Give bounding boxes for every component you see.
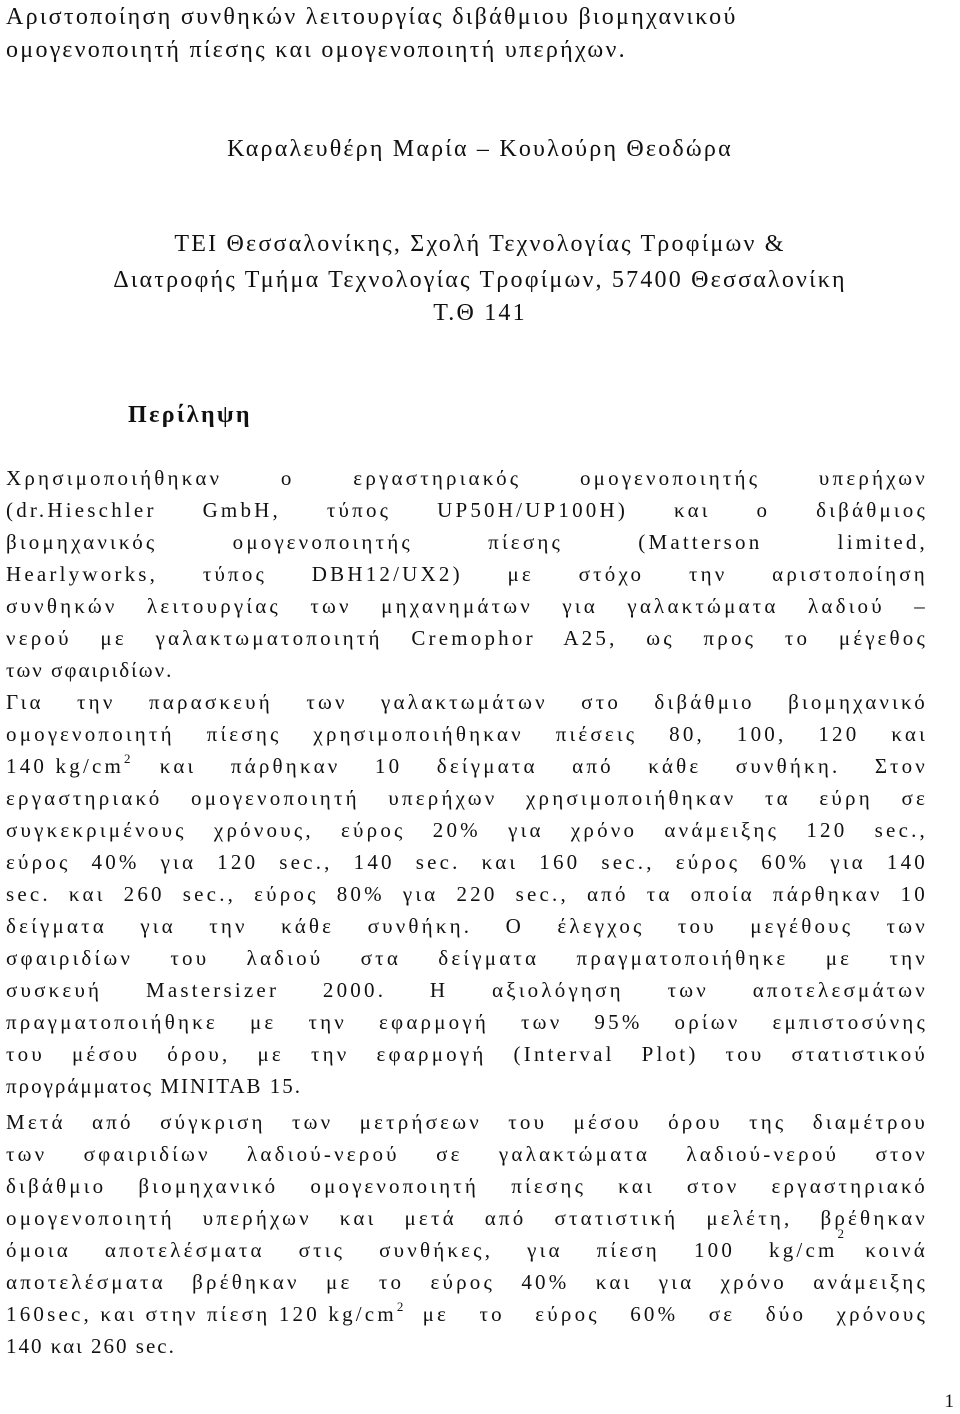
- authors: Καραλευθέρη Μαρία – Κουλούρη Θεοδώρα: [227, 136, 733, 162]
- abstract-line: εργαστηριακό ομογενοποιητή υπερήχων χρησιμοποιήθηκαν τα εύρη σε: [6, 786, 928, 810]
- abstract-line-start: [6, 1236, 838, 1264]
- abstract-line: βιομηχανικός ομογενοποιητής πίεσης (Matterson limited,: [6, 530, 928, 554]
- abstract-line: διβάθμιο βιομηχανικό ομογενοποιητή πίεσης και στον εργαστηριακό: [6, 1174, 928, 1198]
- abstract-line: σφαιριδίων του λαδιού στα δείγματα πραγματοποιήθηκε με την: [6, 946, 928, 970]
- abstract-line: νερού με γαλακτωματοποιητή Cremophor A25, ως προς το μέγεθος: [6, 626, 928, 650]
- line-text: 160sec, και στην πίεση 120 kg/cm: [6, 1302, 397, 1326]
- superscript: 2: [837, 1226, 848, 1241]
- abstract-line: sec. και 260 sec., εύρος 80% για 220 sec., από τα οποία πάρθηκαν 10: [6, 882, 928, 906]
- abstract-line: του μέσου όρου, με την εφαρμογή (Interval Plot) του στατιστικού: [6, 1042, 928, 1066]
- abstract-heading: Περίληψη: [128, 402, 252, 428]
- abstract-line: πραγματοποιήθηκε με την εφαρμογή των 95% ορίων εμπιστοσύνης: [6, 1010, 928, 1034]
- superscript: 2: [124, 751, 134, 766]
- abstract-line-with-superscript: [6, 1226, 928, 1264]
- abstract-line: των σφαιριδίων.: [6, 658, 174, 682]
- abstract-line: συγκεκριμένους χρόνους, εύρος 20% για χρόνο ανάμειξης 120 sec.,: [6, 818, 928, 842]
- abstract-line: συσκευή Mastersizer 2000. Η αξιολόγηση των αποτελεσμάτων: [6, 978, 928, 1002]
- unit-text: 140 kg/cm: [6, 754, 125, 778]
- abstract-line-with-superscript: [6, 752, 928, 780]
- abstract-line-rest: κοινά: [865, 1238, 928, 1262]
- superscript: 2: [396, 1299, 407, 1314]
- affiliation-line-1: ΤΕΙ Θεσσαλονίκης, Σχολή Τεχνολογίας Τροφίμων &: [174, 231, 786, 257]
- abstract-line: εύρος 40% για 120 sec., 140 sec. και 160 sec., εύρος 60% για 140: [6, 850, 928, 874]
- abstract-line-with-superscript: [6, 1300, 928, 1328]
- abstract-line: δείγματα για την κάθε συνθήκη. Ο έλεγχος του μεγέθους των: [6, 914, 928, 938]
- abstract-line-rest: με το εύρος 60% σε δύο χρόνους: [422, 1302, 928, 1326]
- abstract-line: Χρησιμοποιήθηκαν ο εργαστηριακός ομογενοποιητής υπερήχων: [6, 466, 928, 490]
- abstract-line: των σφαιριδίων λαδιού-νερού σε γαλακτώματα λαδιού-νερού στον: [6, 1142, 928, 1166]
- abstract-line: αποτελέσματα βρέθηκαν με το εύρος 40% και για χρόνο ανάμειξης: [6, 1270, 928, 1294]
- abstract-line: Για την παρασκευή των γαλακτωμάτων στο διβάθμιο βιομηχανικό: [6, 690, 928, 714]
- abstract-line-rest: και πάρθηκαν 10 δείγματα από κάθε συνθήκη. Στον: [159, 754, 928, 778]
- abstract-line: συνθηκών λειτουργίας των μηχανημάτων για γαλακτώματα λαδιού –: [6, 594, 928, 618]
- abstract-line: ομογενοποιητή υπερήχων και μετά από στατιστική μελέτη, βρέθηκαν: [6, 1206, 928, 1230]
- abstract-line: Hearlyworks, τύπος DBH12/UX2) με στόχο την αριστοποίηση: [6, 562, 928, 586]
- abstract-line: Μετά από σύγκριση των μετρήσεων του μέσου όρου της διαμέτρου: [6, 1110, 928, 1134]
- title-line-2: ομογενοποιητή πίεσης και ομογενοποιητή υπερήχων.: [6, 37, 627, 63]
- abstract-line: ομογενοποιητή πίεσης χρησιμοποιήθηκαν πιέσεις 80, 100, 120 και: [6, 722, 928, 746]
- unit-group: [6, 752, 134, 780]
- abstract-line: προγράμματος MINITAB 15.: [6, 1074, 303, 1098]
- unit-group: [6, 1300, 407, 1328]
- line-text: όμοια αποτελέσματα στις συνθήκες, για πίεση 100 kg/cm: [6, 1238, 838, 1262]
- affiliation-line-3: Τ.Θ 141: [433, 300, 527, 326]
- abstract-line: 140 και 260 sec.: [6, 1334, 176, 1358]
- abstract-line: (dr.Hieschler GmbH, τύπος UP50H/UP100H) και ο διβάθμιος: [6, 498, 928, 522]
- page-number: 1: [944, 1391, 954, 1412]
- affiliation-line-2: Διατροφής Τμήμα Τεχνολογίας Τροφίμων, 57400 Θεσσαλονίκη: [113, 267, 847, 293]
- title-line-1: Αριστοποίηση συνθηκών λειτουργίας διβάθμιου βιομηχανικού: [6, 4, 738, 30]
